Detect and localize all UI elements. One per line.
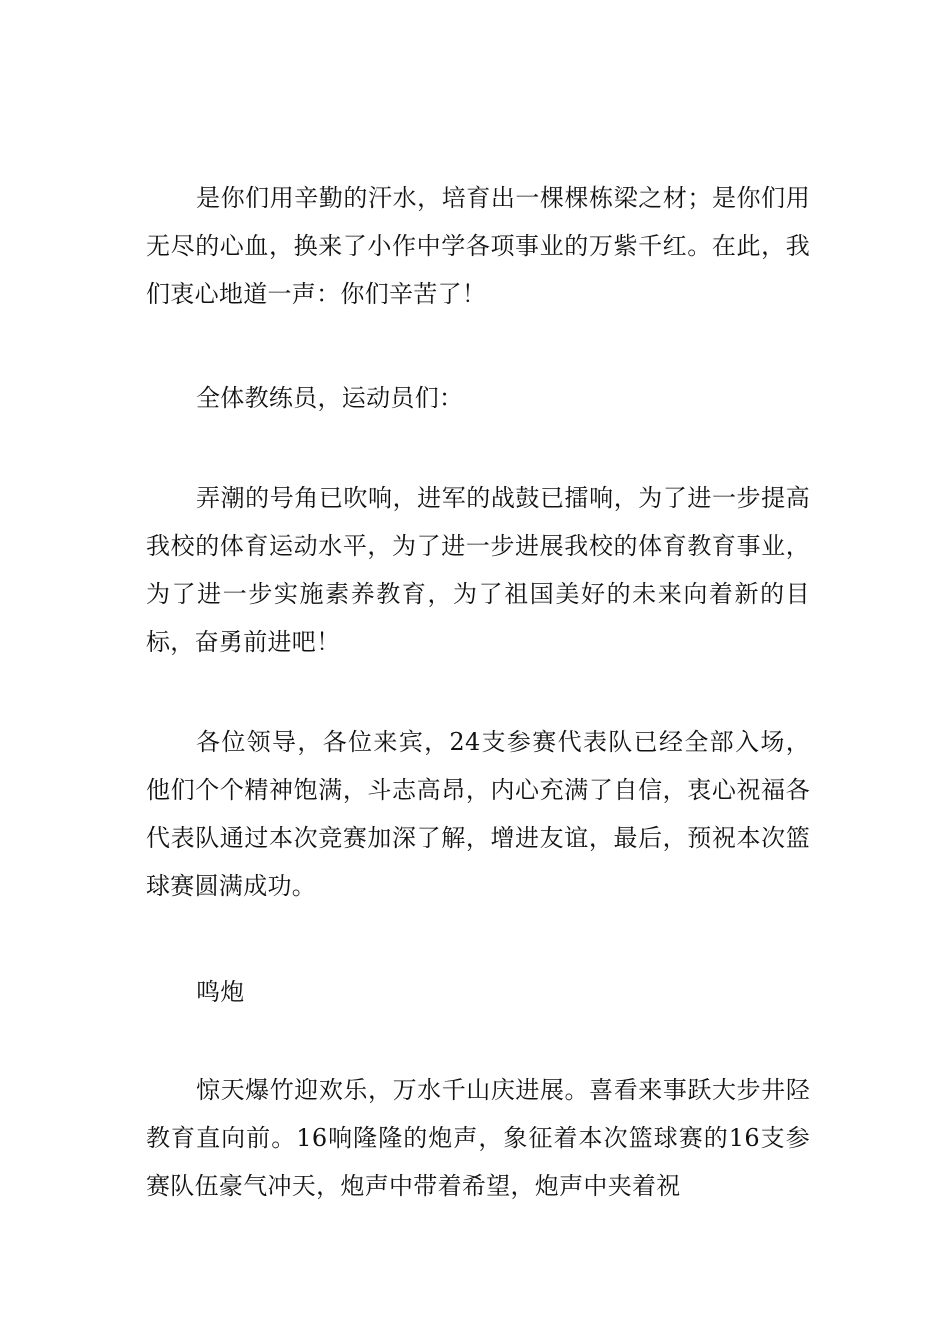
- paragraph-heading-firecrackers: 鸣炮: [196, 978, 245, 1006]
- paragraph-teams-entered: 各位领导，各位来宾，24支参赛代表队已经全部入场，他们个个精神饱满，斗志高昂，内心充满了自信，衷心祝福各代表队通过本次竞赛加深了解，增进友谊，最后，预祝本次篮球赛圆满成功。: [146, 728, 810, 900]
- paragraph-address-athletes: 全体教练员，运动员们：: [196, 384, 464, 412]
- paragraph-thanks: 是你们用辛勤的汗水，培育出一棵棵栋梁之材；是你们用无尽的心血，换来了小作中学各项事业的万紫千红。在此，我们衷心地道一声：你们辛苦了！: [146, 184, 810, 308]
- paragraph-firecracker-salute: 惊天爆竹迎欢乐，万水千山庆进展。喜看来事跃大步井陉教育直向前。16响隆隆的炮声，象征着本次篮球赛的16支参赛队伍豪气冲天，炮声中带着希望，炮声中夹着祝: [146, 1076, 810, 1200]
- paragraph-rallying-call: 弄潮的号角已吹响，进军的战鼓已擂响，为了进一步提高我校的体育运动水平，为了进一步进展我校的体育教育事业，为了进一步实施素养教育，为了祖国美好的未来向着新的目标，奋勇前进吧！: [146, 484, 810, 656]
